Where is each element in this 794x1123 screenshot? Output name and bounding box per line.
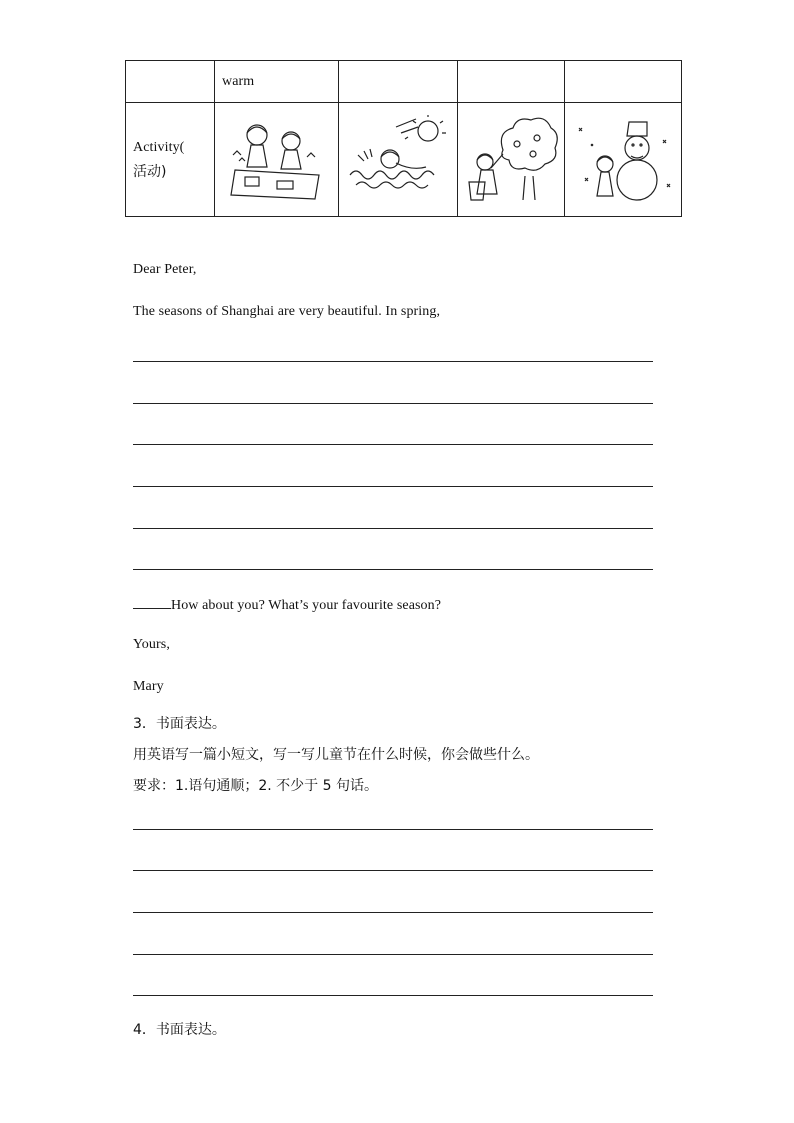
swimming-cell	[339, 103, 458, 217]
snowman-icon	[571, 114, 675, 206]
writing-line[interactable]	[133, 444, 653, 445]
writing-line[interactable]	[133, 870, 653, 871]
section3-heading: 3．书面表达。	[133, 716, 226, 732]
writing-line[interactable]	[133, 486, 653, 487]
picking-fruit-cell	[458, 103, 565, 217]
writing-line[interactable]	[133, 829, 653, 830]
table-cell	[565, 61, 682, 103]
swimming-icon	[346, 115, 450, 205]
activity-label-cn: 活动)	[133, 163, 167, 180]
writing-line[interactable]	[133, 361, 653, 362]
cell-text: warm	[222, 73, 255, 89]
section4-heading: 4．书面表达。	[133, 1022, 226, 1038]
table-row	[126, 103, 682, 217]
table-row	[126, 61, 682, 103]
letter-opening: The seasons of Shanghai are very beautiful. In spring,	[133, 304, 441, 319]
picnic-icon	[227, 115, 327, 205]
writing-line[interactable]	[133, 569, 653, 570]
writing-line[interactable]	[133, 954, 653, 955]
writing-line[interactable]	[133, 403, 653, 404]
writing-line[interactable]	[133, 995, 653, 996]
table-cell	[339, 61, 458, 103]
table-cell	[458, 61, 565, 103]
section3-instruction: 用英语写一篇小短文，写一写儿童节在什么时候，你会做些什么。	[133, 747, 539, 763]
activity-label-en: Activity(	[133, 139, 185, 155]
letter-closing-question: How about you? What’s your favourite season?	[171, 598, 442, 613]
picking-fruit-icon	[463, 114, 559, 206]
section3-requirement: 要求：1.语句通顺；2. 不少于 5 句话。	[133, 778, 378, 794]
snowman-cell	[565, 103, 682, 217]
fill-blank[interactable]	[133, 596, 171, 609]
letter-signoff: Yours,	[133, 637, 170, 652]
writing-line[interactable]	[133, 528, 653, 529]
letter-name: Mary	[133, 679, 164, 694]
activity-label-cell	[126, 103, 215, 217]
picnic-cell	[215, 103, 339, 217]
writing-line[interactable]	[133, 912, 653, 913]
table-cell-warm	[215, 61, 339, 103]
seasons-table	[125, 60, 682, 217]
table-cell	[126, 61, 215, 103]
letter-closing-line	[133, 596, 441, 614]
letter-greeting: Dear Peter,	[133, 262, 197, 277]
